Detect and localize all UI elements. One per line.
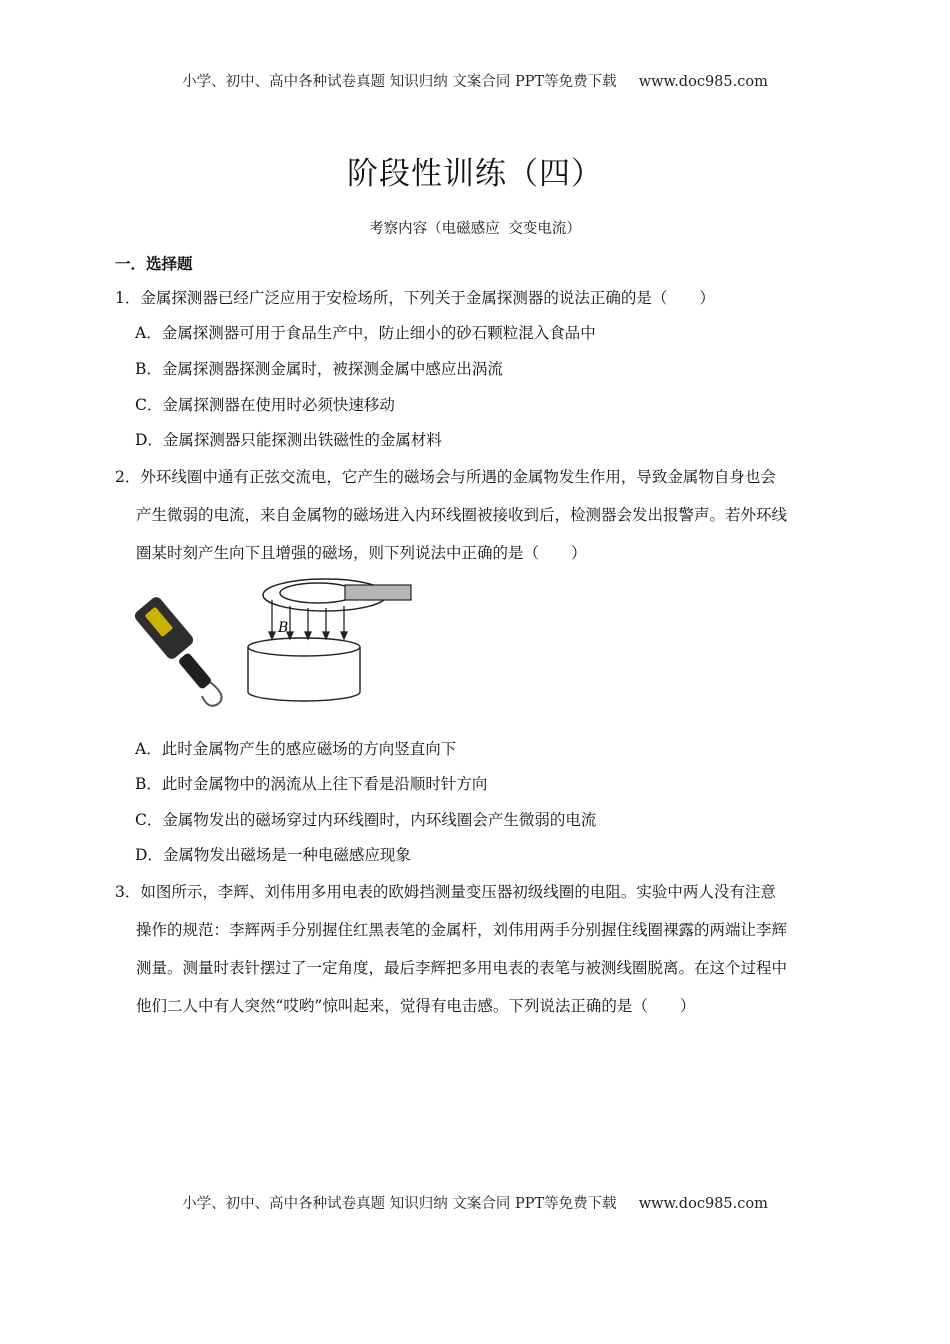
question-1-option-d: D．金属探测器只能探测出铁磁性的金属材料: [135, 431, 442, 449]
page-title: 阶段性训练（四）: [347, 156, 603, 192]
question-2-stem-line-1: 2．外环线圈中通有正弦交流电，它产生的磁场会与所遇的金属物发生作用，导致金属物自身也会: [115, 468, 776, 486]
metal-object: [248, 638, 360, 701]
question-3-stem-line-4: 他们二人中有人突然“哎哟”惊叫起来，觉得有电击感。下列说法正确的是（ ）: [136, 997, 696, 1015]
question-1-option-a: A．金属探测器可用于食品生产中，防止细小的砂石颗粒混入食品中: [135, 324, 596, 342]
footer-site[interactable]: www.doc985.com: [638, 1196, 768, 1212]
question-1-option-b: B．金属探测器探测金属时，被探测金属中感应出涡流: [135, 360, 503, 378]
metal-detector-figure: [130, 570, 430, 715]
page-subtitle: 考察内容（电磁感应 交变电流）: [369, 221, 581, 237]
question-1-option-c: C．金属探测器在使用时必须快速移动: [135, 396, 395, 414]
detector-handle: [345, 585, 411, 600]
question-2-option-d: D．金属物发出磁场是一种电磁感应现象: [135, 846, 411, 864]
header-site[interactable]: www.doc985.com: [638, 74, 768, 90]
question-2-option-c: C．金属物发出的磁场穿过内环线圈时，内环线圈会产生微弱的电流: [135, 811, 597, 829]
question-2-option-b: B．此时金属物中的涡流从上往下看是沿顺时针方向: [135, 775, 488, 793]
question-2-option-a: A．此时金属物产生的感应磁场的方向竖直向下: [135, 740, 457, 758]
question-2-stem-line-2: 产生微弱的电流，来自金属物的磁场进入内环线圈被接收到后，检测器会发出报警声。若外环线: [136, 506, 788, 524]
question-2-stem-line-3: 圈某时刻产生向下且增强的磁场，则下列说法中正确的是（ ）: [136, 544, 587, 562]
metal-detector-icon: [132, 595, 221, 706]
footer-text: 小学、初中、高中各种试卷真题 知识归纳 文案合同 PPT等免费下载: [182, 1196, 617, 1212]
question-3-stem-line-1: 3．如图所示，李辉、刘伟用多用电表的欧姆挡测量变压器初级线圈的电阻。实验中两人没有注意: [115, 883, 776, 901]
field-label-b: B: [278, 620, 289, 636]
page-header: [0, 70, 950, 91]
header-text: 小学、初中、高中各种试卷真题 知识归纳 文案合同 PPT等免费下载: [182, 74, 617, 90]
question-3-stem-line-3: 测量。测量时表针摆过了一定角度，最后李辉把多用电表的表笔与被测线圈脱离。在这个过程中: [136, 959, 788, 977]
question-3-stem-line-2: 操作的规范：李辉两手分别握住红黑表笔的金属杆，刘伟用两手分别握住线圈裸露的两端让李辉: [136, 921, 788, 939]
question-1-stem: 1．金属探测器已经广泛应用于安检场所，下列关于金属探测器的说法正确的是（ ）: [115, 289, 715, 307]
page-footer: [0, 1192, 950, 1213]
section-heading: 一．选择题: [115, 255, 193, 273]
